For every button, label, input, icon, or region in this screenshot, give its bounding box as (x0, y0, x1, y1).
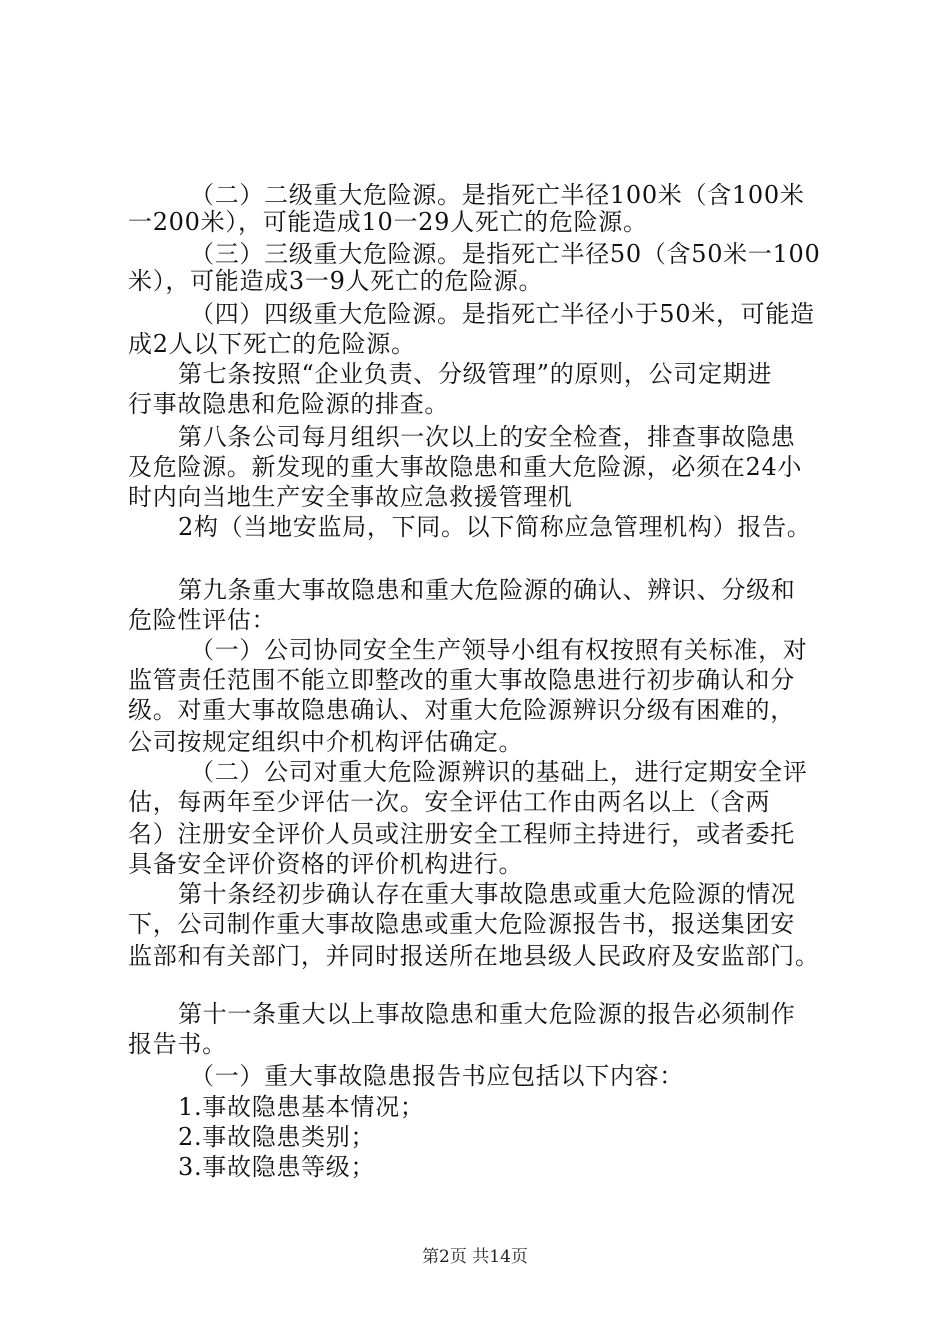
text-line: 时内向当地生产安全事故应急救援管理机 (128, 483, 573, 511)
text-line: 第七条按照“企业负责、分级管理”的原则，公司定期进 (178, 360, 773, 388)
text-line: 一200米），可能造成10一29人死亡的危险源。 (128, 208, 648, 236)
text-line: （三）三级重大危险源。是指死亡半径50（含50米一100 (190, 240, 821, 268)
text-line: 监管责任范围不能立即整改的重大事故隐患进行初步确认和分 (128, 666, 795, 694)
text-line: 具备安全评价资格的评价机构进行。 (128, 850, 524, 878)
text-line: 名）注册安全评价人员或注册安全工程师主持进行，或者委托 (128, 820, 795, 848)
text-line: 下，公司制作重大事故隐患或重大危险源报告书，报送集团安 (128, 910, 795, 938)
text-line: 行事故隐患和危险源的排查。 (128, 390, 450, 418)
page-footer: 第2页 共14页 (422, 1247, 528, 1267)
text-line: 第十条经初步确认存在重大事故隐患或重大危险源的情况 (178, 880, 796, 908)
text-line: 成2人以下死亡的危险源。 (128, 330, 416, 358)
text-line: （四）四级重大危险源。是指死亡半径小于50米，可能造 (190, 300, 815, 328)
text-line: 2.事故隐患类别； (178, 1123, 376, 1151)
text-line: （二）二级重大危险源。是指死亡半径100米（含100米 (190, 181, 805, 209)
text-line: 级。对重大事故隐患确认、对重大危险源辨识分级有困难的， (128, 696, 795, 724)
text-line: 危险性评估： (128, 606, 277, 634)
text-line: 3.事故隐患等级； (178, 1153, 376, 1181)
text-line: 第九条重大事故隐患和重大危险源的确认、辨识、分级和 (178, 576, 796, 604)
text-line: 报告书。 (128, 1030, 227, 1058)
text-line: （二）公司对重大危险源辨识的基础上，进行定期安全评 (190, 758, 808, 786)
text-line: 监部和有关部门，并同时报送所在地县级人民政府及安监部门。 (128, 942, 820, 970)
text-line: （一）公司协同安全生产领导小组有权按照有关标准，对 (190, 636, 808, 664)
text-line: 第十一条重大以上事故隐患和重大危险源的报告必须制作 (178, 1000, 796, 1028)
text-line: 及危险源。新发现的重大事故隐患和重大危险源，必须在24小 (128, 453, 803, 481)
text-line: 估，每两年至少评估一次。安全评估工作由两名以上（含两 (128, 788, 771, 816)
text-line: 2构（当地安监局，下同。以下简称应急管理机构）报告。 (178, 513, 812, 541)
text-line: （一）重大事故隐患报告书应包括以下内容： (190, 1062, 684, 1090)
text-line: 1.事故隐患基本情况； (178, 1093, 425, 1121)
text-line: 公司按规定组织中介机构评估确定。 (128, 728, 524, 756)
text-line: 第八条公司每月组织一次以上的安全检查，排查事故隐患 (178, 423, 796, 451)
text-line: 米），可能造成3一9人死亡的危险源。 (128, 267, 544, 295)
